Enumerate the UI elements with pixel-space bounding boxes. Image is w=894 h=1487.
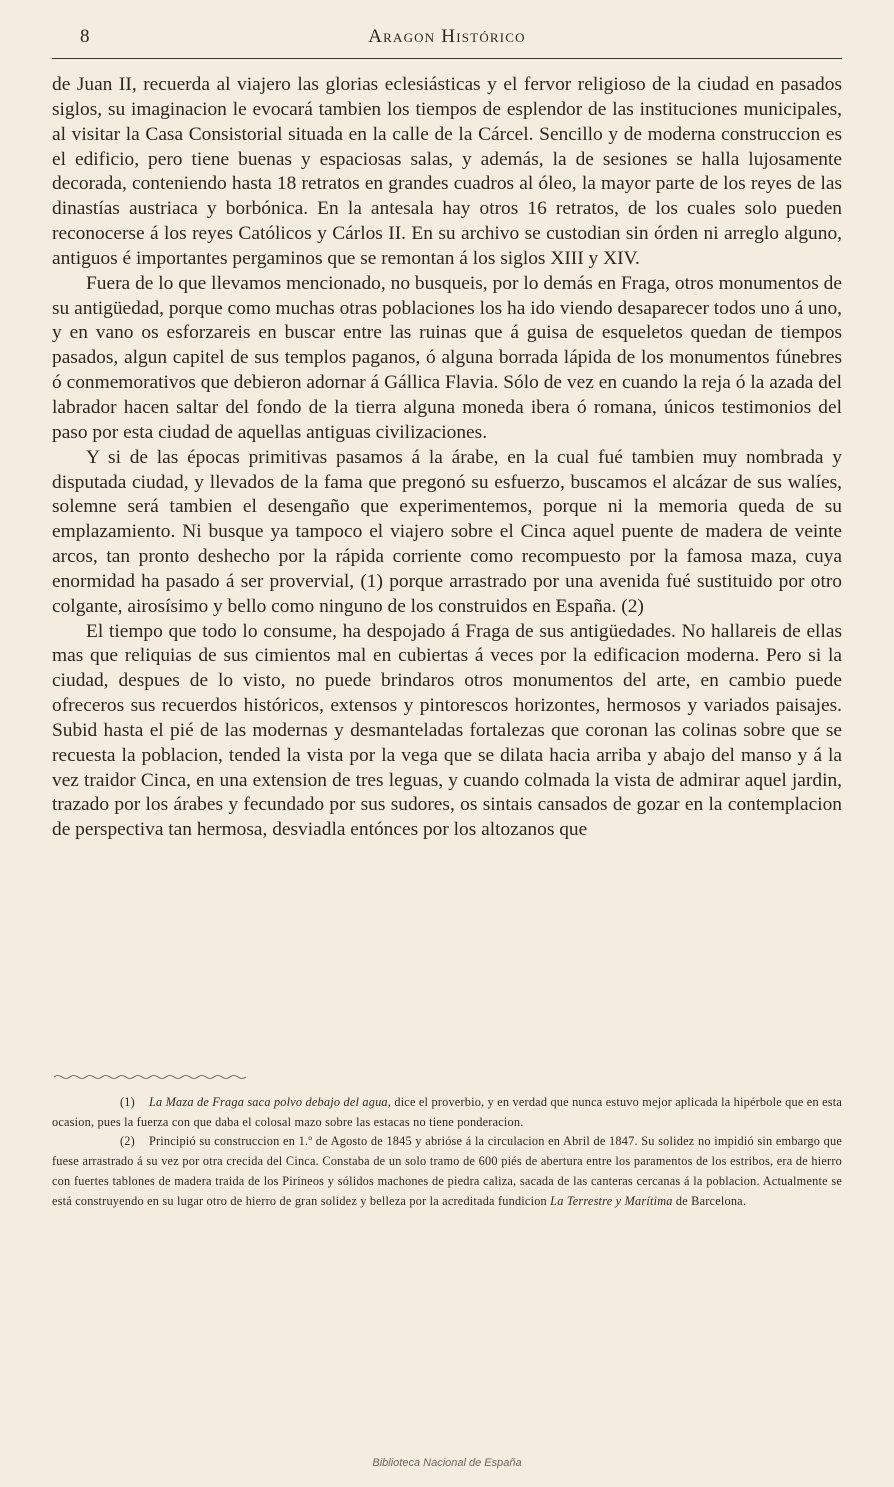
footnote-separator bbox=[52, 1073, 252, 1081]
main-text bbox=[52, 73, 842, 843]
paragraph-2: Fuera de lo que llevamos mencionado, no busqueis, por lo demás en Fraga, otros monumentos de su antigüedad, porque como muchas otras poblaciones los ha ido viendo desaparecer todos uno á uno, y en vano os esforzareis en buscar entre las ruinas que á guisa de esqueletos quedan de tiempos pasados, algun capitel de sus templos paganos, ó alguna borrada lápida de los monumentos fúnebres ó conmemorativos que debieron adornar á Gállica Flavia. Sólo de vez en cuando la reja ó la azada del labrador hacen saltar del fondo de la tierra alguna moneda ibera ó romana, únicos testimonios del paso por esta ciudad de aquellas antiguas civilizaciones. bbox=[52, 272, 842, 443]
paragraph-3: Y si de las épocas primitivas pasamos á la árabe, en la cual fué tambien muy nombrada y disputada ciudad, y llevados de la fama que pregonó su esfuerzo, buscamos el alcázar de sus walíes, solemne será tambien el desengaño que experimentemos, porque ni la memoria queda de su emplazamiento. Ni busque ya tampoco el viajero sobre el Cinca aquel puente de madera de veinte arcos, tan pronto deshecho por la rápida corriente como recompuesto por la famosa maza, cuya enormidad ha pasado á ser provervial, (1) porque arrastrado por una avenida fué sustituido por otro colgante, airosísimo y bello como ninguno de los construidos en España. (2) bbox=[52, 446, 842, 617]
paragraph-1: de Juan II, recuerda al viajero las glorias eclesiásticas y el fervor religioso de la ciudad en pasados siglos, su imaginacion le evocará tambien los tiempos de esplendor de las instituciones municipales, al visitar la Casa Consistorial situada en la calle de la Cárcel. Sencillo y de moderna construccion es el edificio, pero tiene buenas y espaciosas salas, y además, la de sesiones se halla lujosamente decorada, conteniendo hasta 18 retratos en grandes cuadros al óleo, la mayor parte de los reyes de las dinastías austriaca y borbónica. En la antesala hay otros 16 retratos, de los cuales solo pueden reconocerse á los reyes Católicos y Cárlos II. En su archivo se custodian sin órden ni arreglo alguno, antiguos é importantes pergaminos que se remontan á los siglos XIII y XIV. bbox=[52, 74, 842, 269]
header-rule bbox=[52, 58, 842, 59]
running-title: Aragon Histórico bbox=[368, 26, 526, 47]
footnote-2-text: Principió su construccion en 1.º de Agosto de 1845 y abrióse á la circulacion en Abril de 1847. Su solidez no impidió sin embargo que fuese arrastrado á su vez por otra crecida del Cinca. Constaba de un solo tramo de 600 piés de abertura entre los paramentos de los estribos, era de hierro con fuertes tablones de madera traida de los Pirineos y sólidos machones de piedra caliza, sacada de las canteras cercanas á la poblacion. Actualmente se está construyendo en su lugar otro de hierro de gran solidez y belleza por la acreditada fundicion bbox=[52, 1134, 842, 1208]
footnote-2 bbox=[52, 1132, 842, 1211]
footnote-1-text: dice el proverbio, y en verdad que nunca estuvo mejor aplicada la hipérbole que en esta ocasion, pues la fuerza con que daba el colosal mazo sobre las estacas no tiene ponderacion. bbox=[52, 1095, 842, 1129]
footnote-1-proverb: La Maza de Fraga saca polvo debajo del agua, bbox=[148, 1095, 392, 1109]
paragraph-4: El tiempo que todo lo consume, ha despojado á Fraga de sus antigüedades. No hallareis de ellas mas que reliquias de sus cimientos mal en cubiertas á veces por la edificacion moderna. Pero si la ciudad, despues de lo visto, no puede brindaros otros monumentos del arte, en cambio puede ofreceros sus recuerdos históricos, extensos y pintorescos horizontes, hermosos y variados paisajes. Subid hasta el pié de las modernas y desmanteladas fortalezas que coronan las colinas sobre que se recuesta la poblacion, tended la vista por la vega que se dilata hacia arriba y abajo del manso y á la vez traidor Cinca, en una extension de tres leguas, y cuando colmada la vista de admirar aquel jardin, trazado por los árabes y fecundado por sus sudores, os sintais cansados de gozar en la contemplacion de perspectiva tan hermosa, desviadla entónces por los altozanos que bbox=[52, 620, 842, 841]
footnote-1 bbox=[52, 1093, 842, 1132]
footnote-2-foundry: La Terrestre y Marítima bbox=[550, 1193, 673, 1208]
footnote-2-end: de Barcelona. bbox=[672, 1193, 747, 1208]
footnote-2-mark: (2) bbox=[120, 1134, 135, 1149]
library-credit: Biblioteca Nacional de España bbox=[372, 1457, 522, 1469]
footnotes bbox=[52, 1093, 842, 1211]
page-number: 8 bbox=[80, 26, 90, 47]
page-header bbox=[52, 26, 842, 56]
footnote-1-mark: (1) bbox=[120, 1095, 135, 1109]
